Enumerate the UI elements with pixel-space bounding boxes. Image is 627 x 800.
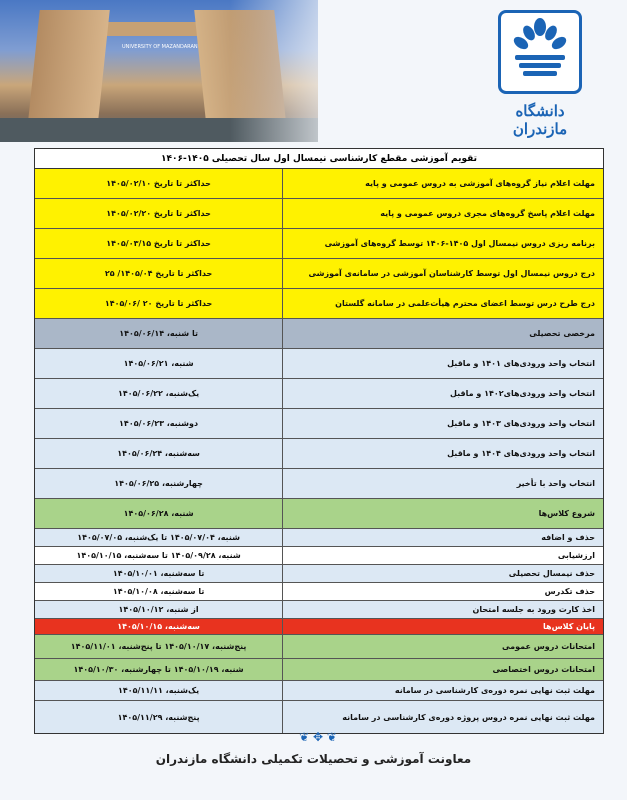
row-date: حداکثر تا تاریخ ۱۴۰۵/۰۴/ ۲۵ bbox=[104, 269, 213, 278]
table-row bbox=[35, 601, 603, 619]
row-label: شروع کلاس‌ها bbox=[282, 499, 603, 528]
row-label: مرخصی تحصیلی bbox=[282, 319, 603, 348]
logo-emblem bbox=[498, 10, 582, 94]
row-date: شنبه، ۱۴۰۵/۱۰/۱۹ تا چهارشنبه، ۱۴۰۵/۱۰/۳۰ bbox=[73, 665, 244, 674]
row-date: شنبه، ۱۴۰۵/۰۶/۲۸ bbox=[123, 509, 194, 518]
table-row bbox=[35, 619, 603, 635]
table-row bbox=[35, 529, 603, 547]
university-logo bbox=[498, 10, 582, 138]
row-date: تا سه‌شنبه، ۱۴۰۵/۱۰/۰۸ bbox=[112, 587, 205, 596]
table-row bbox=[35, 635, 603, 659]
row-label: حذف و اضافه bbox=[282, 529, 603, 546]
table-row bbox=[35, 319, 603, 349]
row-label: ارزشیابی bbox=[282, 547, 603, 564]
row-label: انتخاب واحد ورودی‌های۱۴۰۲ و ماقبل bbox=[282, 379, 603, 408]
gate-left-pillar bbox=[28, 10, 110, 120]
table-row bbox=[35, 229, 603, 259]
tree-icon bbox=[501, 13, 579, 91]
row-date: حداکثر تا تاریخ ۱۴۰۵/۰۲/۲۰ bbox=[106, 209, 211, 218]
row-date: شنبه، ۱۴۰۵/۰۶/۲۱ bbox=[123, 359, 194, 368]
row-date: چهارشنبه، ۱۴۰۵/۰۶/۲۵ bbox=[114, 479, 203, 488]
row-label: حذف تکدرس bbox=[282, 583, 603, 600]
row-label: مهلت ثبت نهایی نمره دروس پروژه دوره‌ی کارشناسی در سامانه bbox=[282, 701, 603, 733]
photo-fade bbox=[230, 0, 390, 150]
table-row bbox=[35, 169, 603, 199]
table-row bbox=[35, 409, 603, 439]
row-label: مهلت اعلام پاسخ گروه‌های مجری دروس عمومی و پایه bbox=[282, 199, 603, 228]
row-date: دوشنبه، ۱۴۰۵/۰۶/۲۳ bbox=[119, 419, 199, 428]
row-date: یک‌شنبه، ۱۴۰۵/۰۶/۲۲ bbox=[117, 389, 200, 398]
table-row bbox=[35, 289, 603, 319]
row-date: سه‌شنبه، ۱۴۰۵/۱۰/۱۵ bbox=[117, 622, 200, 631]
row-label: انتخاب واحد ورودی‌های ۱۴۰۴ و ماقبل bbox=[282, 439, 603, 468]
row-date: پنج‌شنبه، ۱۴۰۵/۱۰/۱۷ تا پنج‌شنبه، ۱۴۰۵/۱۱/۰۱ bbox=[70, 642, 247, 651]
row-label: مهلت ثبت نهایی نمره دوره‌ی کارشناسی در سامانه bbox=[282, 681, 603, 700]
row-date: شنبه، ۱۴۰۵/۰۷/۰۴ تا یک‌شنبه، ۱۴۰۵/۰۷/۰۵ bbox=[77, 533, 240, 542]
row-date: حداکثر تا تاریخ ۲۰ /۱۴۰۵/۰۶ bbox=[104, 299, 213, 308]
row-label: امتحانات دروس عمومی bbox=[282, 635, 603, 658]
footer-ornament: ❦ ✥ ❦ bbox=[299, 730, 337, 744]
table-row bbox=[35, 547, 603, 565]
row-label: درج طرح درس توسط اعضای محترم هیأت‌علمی در سامانه گلستان bbox=[282, 289, 603, 318]
row-label: درج دروس نیمسال اول توسط کارشناسان آموزشی در سامانه‌ی آموزشی bbox=[282, 259, 603, 288]
table-row bbox=[35, 259, 603, 289]
table-row bbox=[35, 469, 603, 499]
row-label: انتخاب واحد ورودی‌های ۱۴۰۳ و ماقبل bbox=[282, 409, 603, 438]
table-row bbox=[35, 583, 603, 601]
university-name: دانشگاه مازندران bbox=[512, 102, 568, 138]
row-label: اخذ کارت ورود به جلسه امتحان bbox=[282, 601, 603, 618]
row-date: تا شنبه، ۱۴۰۵/۰۶/۱۴ bbox=[119, 329, 198, 338]
table-row bbox=[35, 199, 603, 229]
row-date: حداکثر تا تاریخ ۱۴۰۵/۰۳/۱۵ bbox=[106, 239, 211, 248]
table-row bbox=[35, 701, 603, 733]
row-date: تا سه‌شنبه، ۱۴۰۵/۱۰/۰۱ bbox=[112, 569, 205, 578]
row-label: انتخاب واحد با تأخیر bbox=[282, 469, 603, 498]
table-row bbox=[35, 681, 603, 701]
row-date: شنبه، ۱۴۰۵/۰۹/۲۸ تا سه‌شنبه، ۱۴۰۵/۱۰/۱۵ bbox=[76, 551, 241, 560]
table-row bbox=[35, 379, 603, 409]
row-date: از شنبه، ۱۴۰۵/۱۰/۱۲ bbox=[118, 605, 199, 614]
table-body bbox=[35, 169, 603, 733]
table-row bbox=[35, 349, 603, 379]
row-label: انتخاب واحد ورودی‌های ۱۴۰۱ و ماقبل bbox=[282, 349, 603, 378]
footer-credit: معاونت آموزشی و تحصیلات تکمیلی دانشگاه مازندران bbox=[155, 752, 472, 766]
academic-calendar-table bbox=[34, 148, 604, 734]
row-date: پنج‌شنبه، ۱۴۰۵/۱۱/۲۹ bbox=[117, 712, 200, 722]
table-row bbox=[35, 439, 603, 469]
row-date: سه‌شنبه، ۱۴۰۵/۰۶/۲۴ bbox=[117, 449, 200, 458]
gate-sign: UNIVERSITY OF MAZANDARAN bbox=[122, 44, 198, 50]
row-label: مهلت اعلام نیاز گروه‌های آموزشی به دروس عمومی و پایه bbox=[282, 169, 603, 198]
table-row bbox=[35, 565, 603, 583]
row-label: امتحانات دروس اختصاصی bbox=[282, 659, 603, 680]
row-date: یک‌شنبه، ۱۴۰۵/۱۱/۱۱ bbox=[117, 686, 200, 695]
row-label: برنامه ریزی دروس نیمسال اول ۱۴۰۵-۱۴۰۶ توسط گروه‌های آموزشی bbox=[282, 229, 603, 258]
table-row bbox=[35, 499, 603, 529]
row-date: حداکثر تا تاریخ ۱۴۰۵/۰۲/۱۰ bbox=[106, 179, 211, 188]
row-label: حذف نیمسال تحصیلی bbox=[282, 565, 603, 582]
row-label: پایان کلاس‌ها bbox=[282, 619, 603, 634]
table-row bbox=[35, 659, 603, 681]
table-title: تقویم آموزشی مقطع کارشناسی نیمسال اول سال تحصیلی ۱۴۰۵-۱۴۰۶ bbox=[35, 149, 603, 169]
